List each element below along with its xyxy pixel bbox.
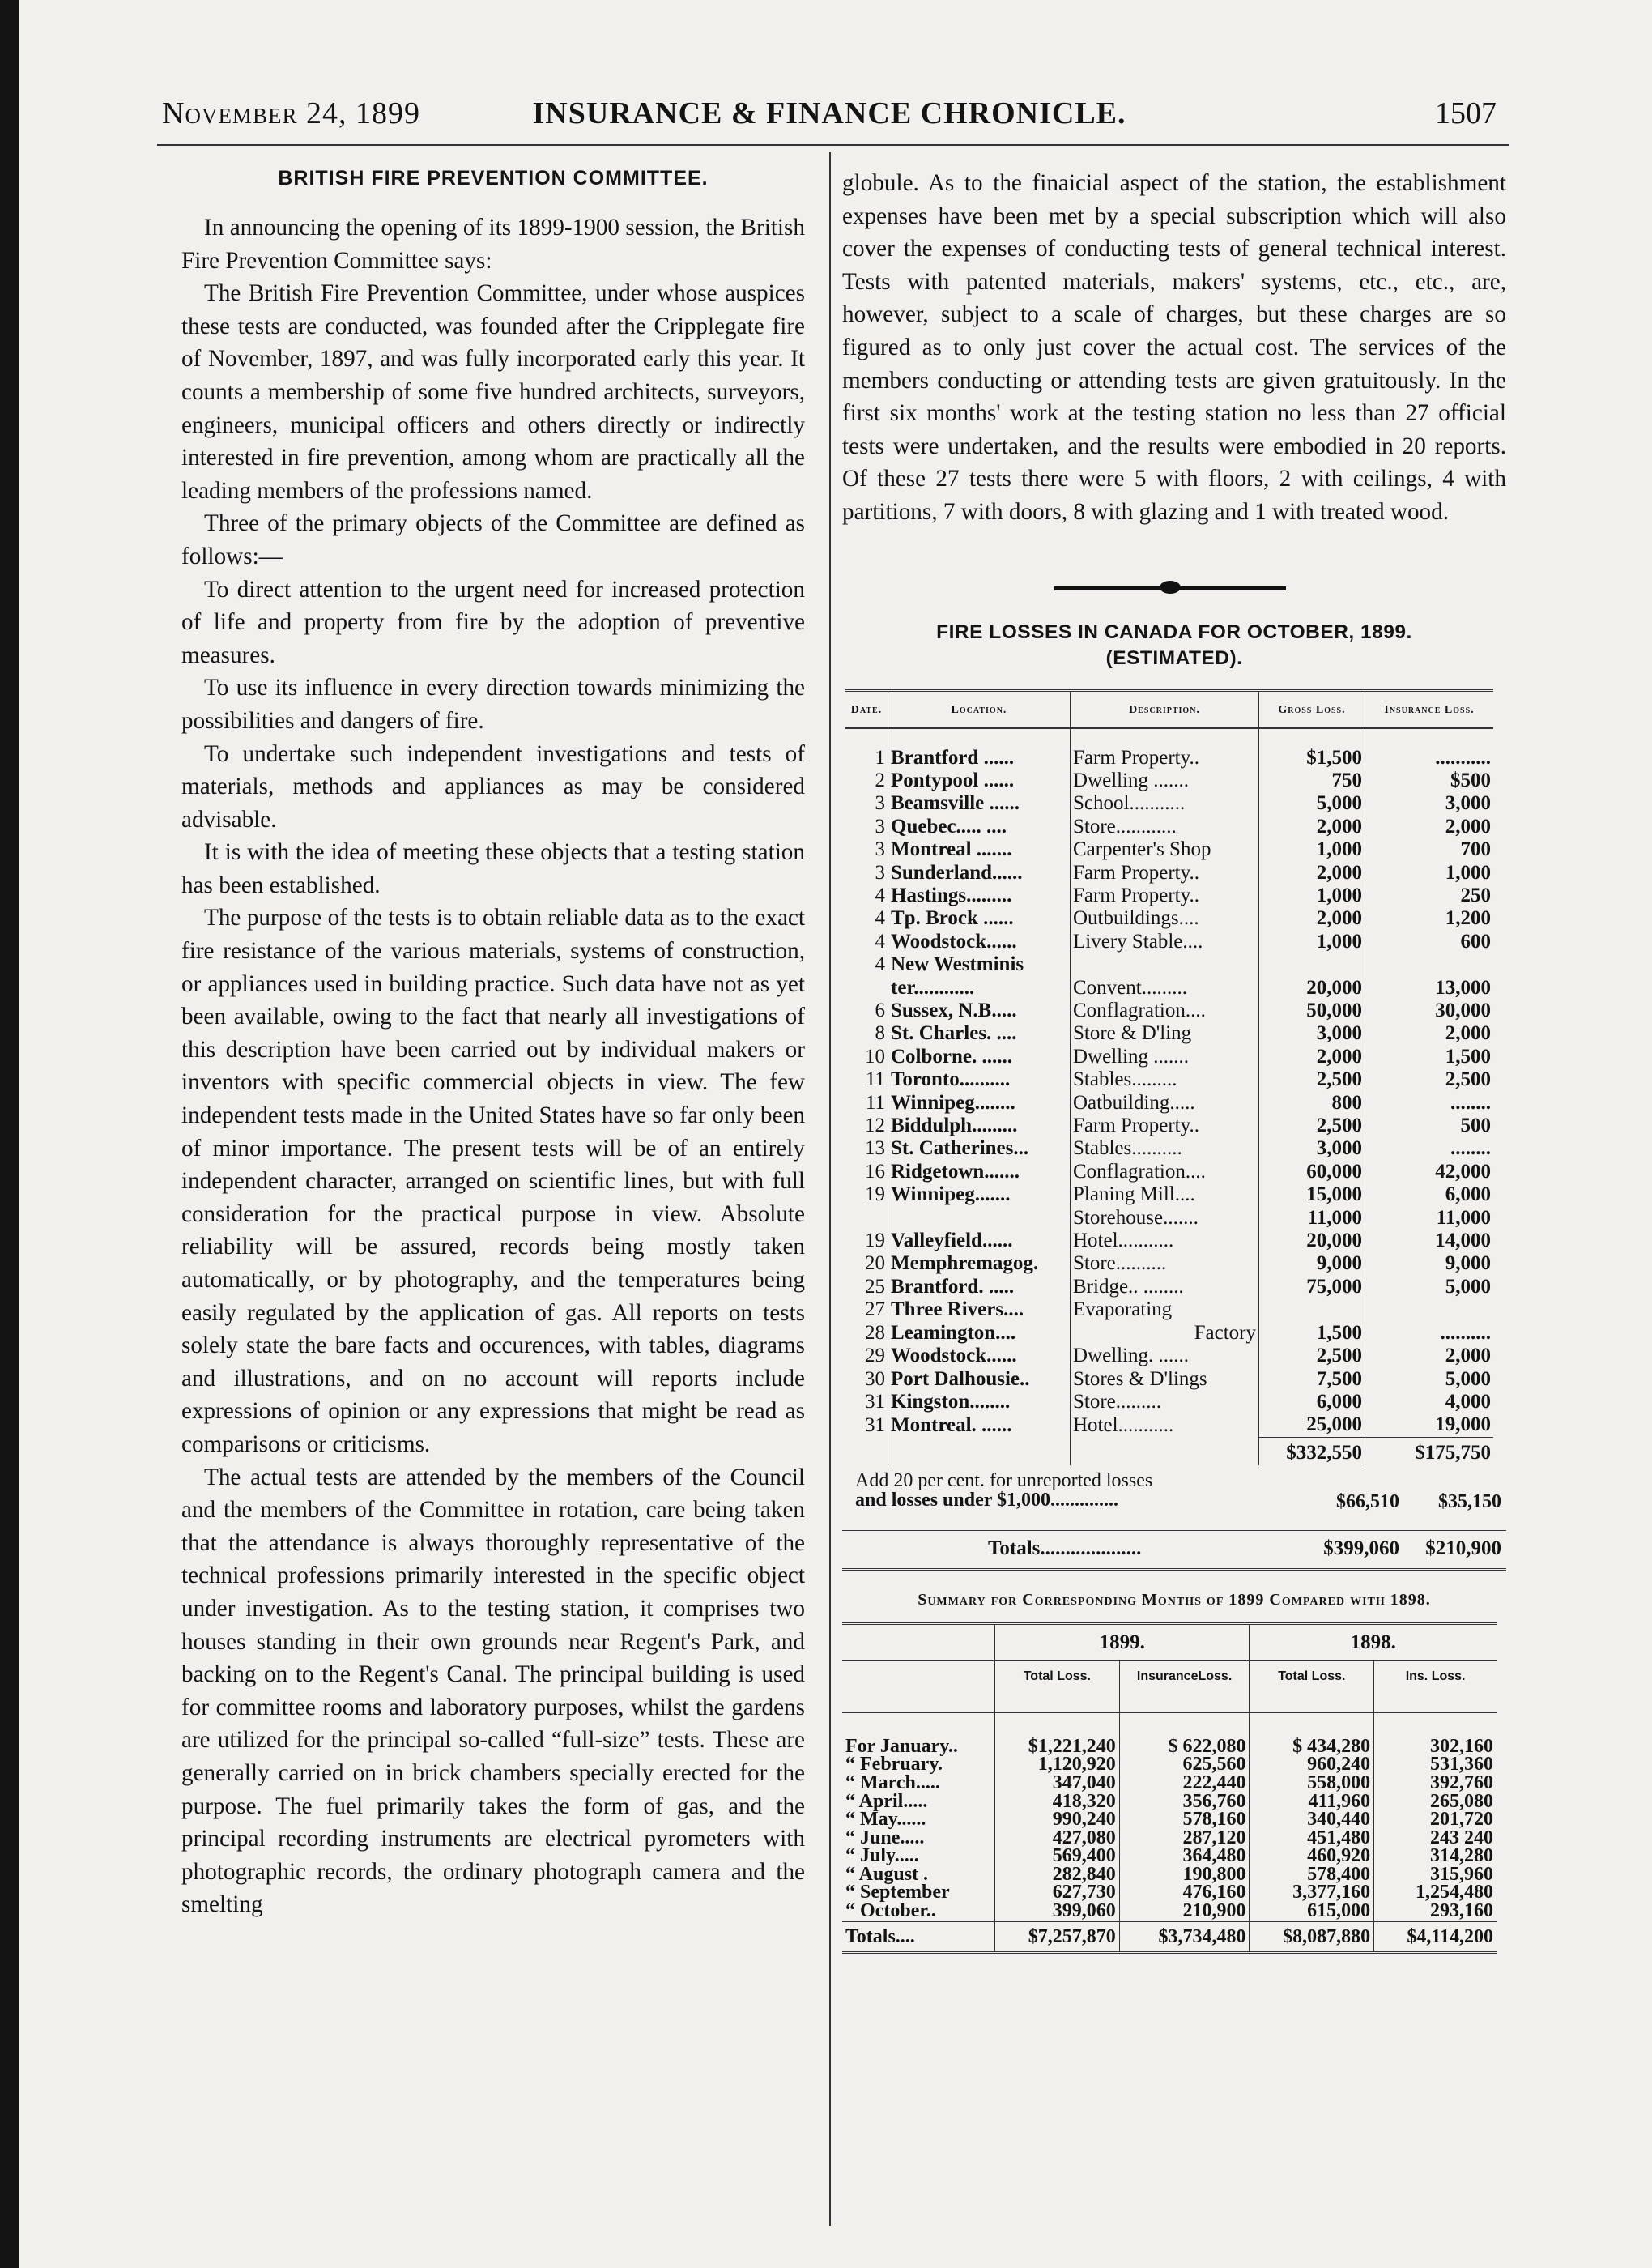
page-header: [162, 96, 1497, 141]
cell-total-1898: 3,377,160: [1250, 1883, 1374, 1902]
table-row: [845, 1230, 1493, 1252]
cell-ins-1899: 364,480: [1119, 1847, 1250, 1865]
cell-description: Planing Mill....: [1071, 1183, 1259, 1206]
cell-gross-loss: 2,000: [1259, 1046, 1365, 1068]
cell-date: 4: [845, 885, 888, 907]
cell-gross-loss: 60,000: [1259, 1161, 1365, 1183]
summary-subheader-row: [842, 1660, 1497, 1712]
issue-date: November 24, 1899: [162, 96, 420, 130]
cell-total-1898: 451,480: [1250, 1829, 1374, 1848]
cell-insurance-loss: ........: [1450, 1137, 1491, 1160]
cell-description: Store..........: [1071, 1252, 1259, 1275]
cell-date: 10: [845, 1046, 888, 1068]
article-paragraph: To use its influence in every direction towards minimizing the possibilities and dangers of fire.: [181, 675, 805, 734]
cell-date: 4: [845, 953, 888, 976]
cell-gross-loss: 2,500: [1259, 1115, 1365, 1137]
cell-date: [845, 1207, 888, 1230]
cell-gross-loss: [1259, 1298, 1365, 1321]
cell-total-1899: 1,120,920: [995, 1755, 1120, 1774]
cell-gross-loss: 2,000: [1259, 907, 1365, 930]
table-row: [845, 1022, 1493, 1045]
cell-description: Oatbuilding.....: [1071, 1092, 1259, 1115]
cell-total-1899: $1,221,240: [995, 1737, 1120, 1756]
cell-location: Winnipeg.......: [888, 1183, 1071, 1206]
cell-location: Three Rivers....: [888, 1298, 1071, 1321]
cell-ins-1898: 1,254,480: [1416, 1882, 1493, 1904]
cell-gross-loss: 20,000: [1259, 1230, 1365, 1252]
cell-location: Valleyfield......: [888, 1230, 1071, 1252]
cell-date: 16: [845, 1161, 888, 1183]
fire-losses-table: [845, 689, 1493, 1465]
cell-total-1898: 615,000: [1250, 1902, 1374, 1921]
table-row: [845, 838, 1493, 861]
table-row: [842, 1793, 1497, 1811]
cell-date: 8: [845, 1022, 888, 1045]
summary-body: [842, 1712, 1497, 1952]
cell-description: Farm Property..: [1071, 1115, 1259, 1137]
cell-date: 4: [845, 931, 888, 953]
cell-insurance-loss: [1365, 1298, 1494, 1321]
col-header-location: Location.: [888, 690, 1071, 728]
cell-location: Biddulph.........: [888, 1115, 1071, 1137]
cell-total-1899: 569,400: [995, 1847, 1120, 1865]
cell-gross-loss: 25,000: [1259, 1413, 1365, 1437]
cell-location: Ridgetown.......: [888, 1161, 1071, 1183]
cell-ins-1898: 293,160: [1430, 1900, 1493, 1922]
cell-description: Convent.........: [1071, 977, 1259, 1000]
cell-ins-1899: $ 622,080: [1119, 1737, 1250, 1756]
cell-description: Farm Property..: [1071, 747, 1259, 770]
cell-total-1899: 427,080: [995, 1829, 1120, 1848]
cell-insurance-loss: 2,000: [1445, 1345, 1491, 1367]
cell-date: 28: [845, 1322, 888, 1345]
summary-totals-row: [842, 1921, 1497, 1953]
cell-total-1898: 340,440: [1250, 1810, 1374, 1829]
cell-description: Conflagration....: [1071, 1161, 1259, 1183]
cell-gross-loss: 50,000: [1259, 1000, 1365, 1022]
cell-date: 2: [845, 770, 888, 792]
cell-date: 31: [845, 1391, 888, 1413]
header-rule: [157, 144, 1509, 146]
cell-description: Hotel...........: [1071, 1230, 1259, 1252]
cell-location: Sussex, N.B.....: [888, 1000, 1071, 1022]
cell-gross-loss: 750: [1259, 770, 1365, 792]
subtotal-row: [845, 1437, 1493, 1465]
cell-total-1899: 399,060: [995, 1902, 1120, 1921]
cell-insurance-loss: 42,000: [1435, 1160, 1491, 1183]
cell-description: Factory: [1071, 1322, 1259, 1345]
table-row: [845, 1000, 1493, 1022]
cell-ins-1899: 287,120: [1119, 1829, 1250, 1848]
cell-ins-1898: 315,960: [1430, 1863, 1493, 1885]
cell-location: Port Dalhousie..: [888, 1368, 1071, 1391]
table-row: [842, 1865, 1497, 1884]
cell-description: Bridge.. ........: [1071, 1276, 1259, 1298]
cell-location: Montreal. ......: [888, 1413, 1071, 1437]
cell-ins-1898: 243 240: [1430, 1827, 1493, 1848]
cell-date: 30: [845, 1368, 888, 1391]
cell-insurance-loss: ...........: [1435, 746, 1491, 769]
cell-ins-1898: 531,360: [1430, 1754, 1493, 1776]
cell-month: “ August .: [842, 1865, 995, 1884]
cell-location: Beamsville ......: [888, 792, 1071, 815]
table-row: [845, 862, 1493, 885]
cell-date: 3: [845, 862, 888, 885]
cell-description: Storehouse.......: [1071, 1207, 1259, 1230]
cell-date: 25: [845, 1276, 888, 1298]
cell-gross-loss: 1,500: [1259, 1322, 1365, 1345]
cell-gross-loss: 2,500: [1259, 1345, 1365, 1367]
table-row: [845, 931, 1493, 953]
cell-total-1899: 347,040: [995, 1774, 1120, 1793]
cell-location: Winnipeg........: [888, 1092, 1071, 1115]
table-row: [845, 953, 1493, 976]
cell-gross-loss: 11,000: [1259, 1207, 1365, 1230]
cell-location: Memphremagog.: [888, 1252, 1071, 1275]
table-row: [845, 1207, 1493, 1230]
article-paragraph: To direct attention to the urgent need for increased protection of life and property from fire by the adoption of preventive measures.: [181, 576, 805, 668]
scanned-page: [19, 0, 1652, 2268]
cell-insurance-loss: 4,000: [1445, 1390, 1491, 1413]
cell-description: Stores & D'lings: [1071, 1368, 1259, 1391]
cell-location: Colborne. ......: [888, 1046, 1071, 1068]
cell-description: Outbuildings....: [1071, 907, 1259, 930]
cell-location: Tp. Brock ......: [888, 907, 1071, 930]
cell-description: Conflagration....: [1071, 1000, 1259, 1022]
cell-description: Stables..........: [1071, 1137, 1259, 1160]
cell-location: Kingston........: [888, 1391, 1071, 1413]
column-divider: [829, 152, 831, 2226]
cell-insurance-loss: 19,000: [1435, 1413, 1491, 1436]
fire-losses-title: FIRE LOSSES IN CANADA FOR OCTOBER, 1899. (ESTIMATED).: [936, 620, 1412, 669]
cell-description: School...........: [1071, 792, 1259, 815]
cell-insurance-loss: ........: [1450, 1091, 1491, 1114]
cell-location: Woodstock......: [888, 1345, 1071, 1367]
cell-month: “ March.....: [842, 1774, 995, 1793]
cell-insurance-loss: [1365, 953, 1494, 976]
right-column: [842, 167, 1506, 1954]
cell-date: 29: [845, 1345, 888, 1367]
cell-location: Sunderland......: [888, 862, 1071, 885]
cell-description: Dwelling .......: [1071, 770, 1259, 792]
cell-gross-loss: 1,000: [1259, 885, 1365, 907]
cell-month: “ June.....: [842, 1829, 995, 1848]
cell-month: “ May......: [842, 1810, 995, 1829]
article-paragraph: The purpose of the tests is to obtain reliable data as to the exact fire resistance of the various materials, systems of construction, or appliances used in building practice. Such data have not as yet been available, owing to the fact that nearly all investigations of this description have been carried out by individual makers or inventors with specific commercial objects in view. The few independent tests made in the United States have so far only been of minor importance. The present tests will be of an entirely independent character, arranged on scientific lines, but with full consideration for the practical purpose in view. Absolute reliability will be assured, records being mostly taken automatically, or by photography, and the temperatures being easily regulated by the application of gas. All reports on tests solely state the bare facts and occurences, with tables, diagrams and illustrations, and on no account will reports include expressions of opinion or any expressions that might be read as comparisons or criticisms.: [181, 905, 805, 1457]
cell-location: Quebec..... ....: [888, 816, 1071, 838]
cell-insurance-loss: 2,000: [1445, 815, 1491, 838]
cell-insurance-loss: 5,000: [1445, 1275, 1491, 1298]
cell-location: Brantford ......: [888, 747, 1071, 770]
article-paragraph: In announcing the opening of its 1899-1900 session, the British Fire Prevention Committee says:: [181, 215, 805, 274]
table-row: [842, 1755, 1497, 1774]
cell-insurance-loss: 1,200: [1445, 907, 1491, 930]
cell-total-1899: 282,840: [995, 1865, 1120, 1884]
cell-total-1899: 990,240: [995, 1810, 1120, 1829]
cell-location: Leamington....: [888, 1322, 1071, 1345]
cell-month: For January..: [842, 1737, 995, 1756]
fire-totals-row: Totals.................... $399,060 $210,900: [842, 1530, 1506, 1571]
fire-losses-body: [845, 728, 1493, 1465]
cell-location: Brantford. .....: [888, 1276, 1071, 1298]
cell-description: Store.........: [1071, 1391, 1259, 1413]
table-row: [845, 770, 1493, 792]
cell-total-1898: 578,400: [1250, 1865, 1374, 1884]
cell-gross-loss: 3,000: [1259, 1022, 1365, 1045]
table-row: [845, 1161, 1493, 1183]
col-header: Total Loss.: [1250, 1660, 1374, 1712]
cell-date: 4: [845, 907, 888, 930]
cell-location: Pontypool ......: [888, 770, 1071, 792]
table-row: [845, 1298, 1493, 1321]
cell-ins-1898: 392,760: [1430, 1771, 1493, 1793]
article-paragraph: The actual tests are attended by the members of the Council and the members of the Committee in rotation, care being taken that the attendance is always thoroughly representative of the technical professions primarily interested in the specific object under investigation. As to the testing station, it comprises two houses standing in their own grounds near Regent's Park, and backing on to the Regent's Canal. The principal building is used for committee rooms and laboratory purposes, whilst the gardens are utilized for the principal so-called “full-size” tests. These are generally carried on in brick chambers specially erected for the purpose. The fuel primarily takes the form of gas, and the principal recording instruments are electrical pyrometers with photographic records, the ordinary photograph camera and the smelting: [181, 1464, 805, 1918]
cell-date: 19: [845, 1230, 888, 1252]
cell-ins-1899: 356,760: [1119, 1793, 1250, 1811]
cell-location: Montreal .......: [888, 838, 1071, 861]
cell-insurance-loss: 1,000: [1445, 861, 1491, 884]
cell-insurance-loss: $500: [1450, 769, 1491, 791]
cell-date: 3: [845, 816, 888, 838]
col-header: Total Loss.: [995, 1660, 1120, 1712]
cell-ins-1898: 201,720: [1430, 1809, 1493, 1831]
cell-totals-label: Totals....: [842, 1921, 995, 1953]
cell-insurance-loss: 30,000: [1435, 1000, 1491, 1021]
cell-insurance-loss: 5,000: [1445, 1367, 1491, 1390]
cell-date: 11: [845, 1092, 888, 1115]
cell-gross-loss: 15,000: [1259, 1183, 1365, 1206]
col-header-insurance-loss: Insurance Loss.: [1365, 690, 1494, 728]
cell-total-1899: $7,257,870: [995, 1921, 1120, 1953]
cell-ins-1898: 302,160: [1430, 1735, 1493, 1757]
col-header: InsuranceLoss.: [1119, 1660, 1250, 1712]
subtotal-gross: $332,550: [1259, 1437, 1365, 1465]
cell-ins-1899: 190,800: [1119, 1865, 1250, 1884]
cell-insurance-loss: 1,500: [1445, 1045, 1491, 1068]
year-1898: 1898.: [1250, 1623, 1497, 1660]
cell-description: Farm Property..: [1071, 862, 1259, 885]
cell-description: Hotel...........: [1071, 1413, 1259, 1437]
cell-insurance-loss: 700: [1460, 838, 1491, 861]
cell-description: Livery Stable....: [1071, 931, 1259, 953]
cell-description: Evaporating: [1071, 1298, 1259, 1321]
cell-location: St. Charles. ....: [888, 1022, 1071, 1045]
table-row: [845, 1252, 1493, 1275]
cell-location: Hastings.........: [888, 885, 1071, 907]
summary-year-row: [842, 1623, 1497, 1660]
cell-ins-1899: $3,734,480: [1119, 1921, 1250, 1953]
left-column: [181, 167, 805, 1921]
cell-month: “ April.....: [842, 1793, 995, 1811]
cell-date: 27: [845, 1298, 888, 1321]
table-row: [845, 1345, 1493, 1367]
col-header: Ins. Loss.: [1374, 1660, 1497, 1712]
journal-title: INSURANCE & FINANCE CHRONICLE.: [532, 96, 1126, 130]
cell-gross-loss: 2,000: [1259, 862, 1365, 885]
cell-gross-loss: 5,000: [1259, 792, 1365, 815]
cell-gross-loss: 20,000: [1259, 977, 1365, 1000]
subtotal-insurance: $175,750: [1365, 1437, 1494, 1465]
cell-description: Dwelling. ......: [1071, 1345, 1259, 1367]
table-row: [842, 1774, 1497, 1793]
cell-insurance-loss: 11,000: [1436, 1206, 1491, 1229]
cell-insurance-loss: 6,000: [1445, 1183, 1491, 1206]
table-row: [842, 1829, 1497, 1848]
article-paragraph: The British Fire Prevention Committee, under whose auspices these tests are conducted, was founded after the Cripplegate fire of November, 1897, and was fully incorporated early this year. It counts a membership of some five hundred architects, surveyors, engineers, municipal officers and others directly or indirectly interested in fire prevention, among whom are practically all the leading members of the professions named.: [181, 280, 805, 504]
cell-total-1898: 460,920: [1250, 1847, 1374, 1865]
year-1899: 1899.: [995, 1623, 1250, 1660]
table-row: [842, 1883, 1497, 1902]
table-row: [845, 792, 1493, 815]
cell-gross-loss: 75,000: [1259, 1276, 1365, 1298]
cell-date: 12: [845, 1115, 888, 1137]
article-paragraph: It is with the idea of meeting these objects that a testing station has been established.: [181, 839, 805, 898]
table-row: [842, 1810, 1497, 1829]
cell-date: 1: [845, 747, 888, 770]
cell-ins-1899: 210,900: [1119, 1902, 1250, 1921]
article-paragraph: To undertake such independent investigations and tests of materials, methods and appliances as may be considered advisable.: [181, 740, 805, 833]
table-row: [845, 1183, 1493, 1206]
cell-description: Carpenter's Shop: [1071, 838, 1259, 861]
cell-gross-loss: 2,000: [1259, 816, 1365, 838]
cell-gross-loss: 2,500: [1259, 1068, 1365, 1091]
cell-insurance-loss: 3,000: [1445, 792, 1491, 815]
cell-date: 13: [845, 1137, 888, 1160]
cell-insurance-loss: 250: [1460, 884, 1491, 906]
cell-date: 6: [845, 1000, 888, 1022]
article-paragraph-continued: globule. As to the finaicial aspect of the station, the establishment expenses have been met by a special subscription which will also cover the expenses of conducting tests of general technical interest. Tests with patented materials, makers' systems, etc., etc., are, however, subject to a scale of charges, but these charges are so figured as to only just cover the actual cost. The services of the members conducting or attending tests are given gratuitously. In the first six months' work at the testing station no less than 27 official tests were undertaken, and the results were embodied in 20 reports. Of these 27 tests there were 5 with floors, 2 with ceilings, 4 with partitions, 7 with doors, 8 with glazing and 1 with treated wood.: [842, 170, 1506, 525]
cell-description: Farm Property..: [1071, 885, 1259, 907]
col-header-description: Description.: [1071, 690, 1259, 728]
cell-ins-1899: 222,440: [1119, 1774, 1250, 1793]
cell-gross-loss: 6,000: [1259, 1391, 1365, 1413]
cell-gross-loss: 800: [1259, 1092, 1365, 1115]
cell-ins-1899: 476,160: [1119, 1883, 1250, 1902]
cell-total-1898: 411,960: [1250, 1793, 1374, 1811]
cell-ins-1899: 578,160: [1119, 1810, 1250, 1829]
cell-total-1899: 627,730: [995, 1883, 1120, 1902]
table-row: [845, 1137, 1493, 1160]
table-header-row: [845, 690, 1493, 728]
cell-month: “ October..: [842, 1902, 995, 1921]
table-row: [845, 1068, 1493, 1091]
cell-description: Store & D'ling: [1071, 1022, 1259, 1045]
cell-location: Woodstock......: [888, 931, 1071, 953]
table-row: [845, 747, 1493, 770]
cell-date: 11: [845, 1068, 888, 1091]
table-row: [845, 1391, 1493, 1413]
article-paragraph: Three of the primary objects of the Committee are defined as follows:—: [181, 510, 805, 569]
cell-location: [888, 1207, 1071, 1230]
page-number: 1507: [1435, 96, 1497, 130]
summary-table: [842, 1622, 1497, 1954]
cell-gross-loss: 1,000: [1259, 838, 1365, 861]
cell-total-1898: $8,087,880: [1250, 1921, 1374, 1953]
table-row: [845, 1413, 1493, 1437]
cell-insurance-loss: ..........: [1440, 1321, 1491, 1344]
cell-description: Dwelling .......: [1071, 1046, 1259, 1068]
cell-insurance-loss: 600: [1460, 930, 1491, 953]
cell-total-1898: 960,240: [1250, 1755, 1374, 1774]
cell-gross-loss: [1259, 953, 1365, 976]
table-row: [845, 1046, 1493, 1068]
cell-description: Store............: [1071, 816, 1259, 838]
cell-date: 31: [845, 1413, 888, 1437]
cell-location: ter............: [888, 977, 1071, 1000]
cell-total-1898: $ 434,280: [1250, 1737, 1374, 1756]
table-row: [845, 1115, 1493, 1137]
table-row: [845, 1368, 1493, 1391]
cell-location: New Westminis: [888, 953, 1071, 976]
cell-date: 19: [845, 1183, 888, 1206]
cell-insurance-loss: 2,000: [1445, 1022, 1491, 1045]
table-row: [845, 885, 1493, 907]
cell-insurance-loss: 13,000: [1435, 976, 1491, 999]
cell-gross-loss: 1,000: [1259, 931, 1365, 953]
cell-description: [1071, 953, 1259, 976]
cell-total-1899: 418,320: [995, 1793, 1120, 1811]
summary-title: Summary for Corresponding Months of 1899 Compared with 1898.: [918, 1590, 1431, 1609]
cell-insurance-loss: 500: [1460, 1115, 1491, 1137]
table-row: [842, 1902, 1497, 1921]
cell-month: “ September: [842, 1883, 995, 1902]
cell-gross-loss: 7,500: [1259, 1368, 1365, 1391]
cell-date: 3: [845, 792, 888, 815]
spacer-row: [842, 1712, 1497, 1737]
cell-total-1898: 558,000: [1250, 1774, 1374, 1793]
cell-ins-1899: 625,560: [1119, 1755, 1250, 1774]
table-row: [845, 1092, 1493, 1115]
table-row: [845, 977, 1493, 1000]
cell-insurance-loss: 14,000: [1435, 1230, 1491, 1252]
cell-date: 20: [845, 1252, 888, 1275]
cell-description: Stables.........: [1071, 1068, 1259, 1091]
cell-date: [845, 977, 888, 1000]
cell-date: 3: [845, 838, 888, 861]
cell-ins-1898: 265,080: [1430, 1790, 1493, 1812]
table-row: [842, 1737, 1497, 1756]
cell-insurance-loss: 9,000: [1445, 1252, 1491, 1275]
table-row: [845, 1276, 1493, 1298]
cell-ins-1898: 314,280: [1430, 1845, 1493, 1867]
cell-gross-loss: 9,000: [1259, 1252, 1365, 1275]
spacer-row: [845, 728, 1493, 747]
cell-location: Toronto..........: [888, 1068, 1071, 1091]
cell-location: St. Catherines...: [888, 1137, 1071, 1160]
unreported-losses-row: Add 20 per cent. for unreported losses and losses under $1,000.............. $66,510 $35,150: [855, 1469, 1501, 1512]
cell-gross-loss: 3,000: [1259, 1137, 1365, 1160]
cell-gross-loss: $1,500: [1259, 747, 1365, 770]
section-ornament: [842, 573, 1506, 602]
col-header-date: Date.: [845, 690, 888, 728]
table-row: [845, 907, 1493, 930]
table-row: [845, 1322, 1493, 1345]
col-header-gross-loss: Gross Loss.: [1259, 690, 1365, 728]
table-row: [842, 1847, 1497, 1865]
cell-month: “ July.....: [842, 1847, 995, 1865]
cell-month: “ February.: [842, 1755, 995, 1774]
cell-insurance-loss: 2,500: [1445, 1068, 1491, 1091]
table-row: [845, 816, 1493, 838]
article-heading: BRITISH FIRE PREVENTION COMMITTEE.: [278, 167, 709, 190]
cell-ins-1898: $4,114,200: [1374, 1921, 1497, 1953]
